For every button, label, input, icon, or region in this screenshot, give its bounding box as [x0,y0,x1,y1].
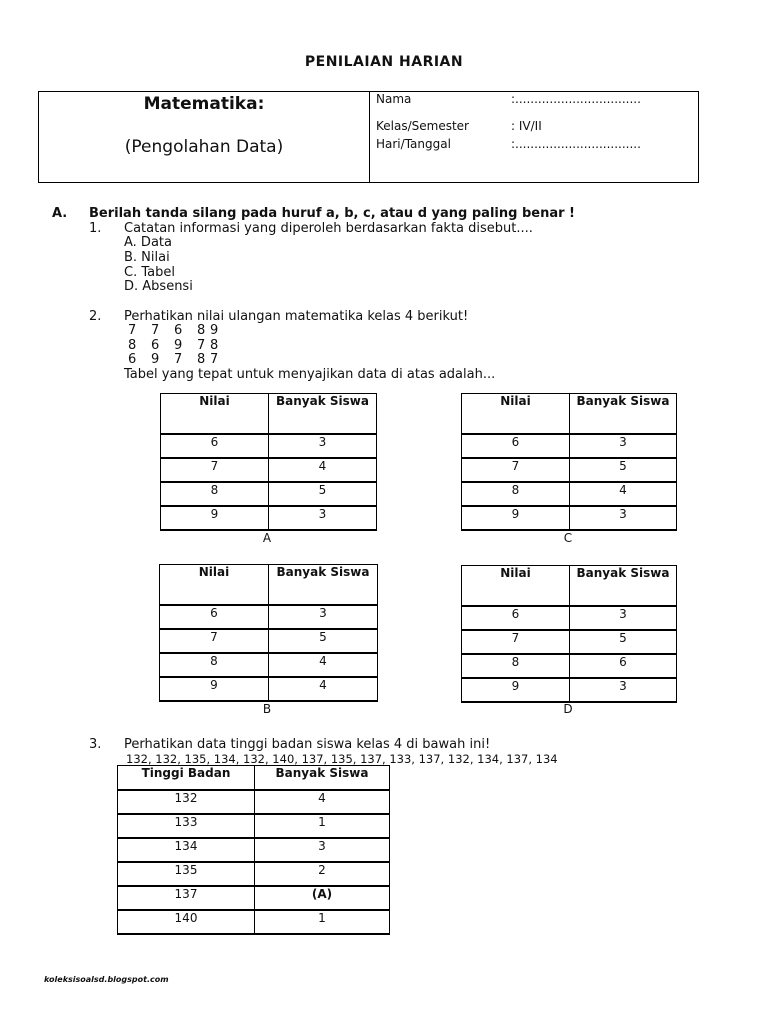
table-cell: 5 [570,630,677,654]
table-cell: 1 [255,910,390,934]
table-cell: 137 [118,886,255,910]
q2-data-row: 7 7 6 8 9 [128,323,219,338]
table-cell: 2 [255,862,390,886]
q2-question: Tabel yang tepat untuk menyajikan data di atas adalah... [124,367,496,382]
subject-label: Matematika: [143,94,265,114]
table-cell: 6 [570,654,677,678]
table-cell: 3 [570,606,677,630]
q2-data-row: 6 9 7 8 7 [128,352,219,367]
table-cell: 5 [269,482,377,506]
table-cell: 133 [118,814,255,838]
table-header: Banyak Siswa [269,394,377,434]
table-cell: 1 [255,814,390,838]
table-header: Nilai [462,394,570,434]
field-value-kelas: : IV/II [511,119,542,133]
table-cell: 8 [462,654,570,678]
table-caption-a: A [262,531,272,545]
table-cell: 5 [570,458,677,482]
table-cell: 3 [570,506,677,530]
q2-data-row: 8 6 9 7 8 [128,338,219,353]
section-letter: A. [52,206,68,221]
q1-number: 1. [89,221,102,236]
table-cell: 3 [269,605,378,629]
table-caption-b: B [262,702,272,716]
table-cell: 9 [462,506,570,530]
table-cell: 9 [462,678,570,702]
table-header: Nilai [161,394,269,434]
option-table-b [159,564,378,702]
page-title: PENILAIAN HARIAN [304,54,464,70]
topic-label: (Pengolahan Data) [124,137,284,157]
table-cell: 8 [161,482,269,506]
q1-option-d: D. Absensi [124,279,193,294]
table-cell: 6 [161,434,269,458]
answer-blank-cell: (A) [255,886,390,910]
table-cell: 6 [160,605,269,629]
table-cell: 3 [570,678,677,702]
q2-text: Perhatikan nilai ulangan matematika kelas 4 berikut! [124,309,469,324]
table-header: Banyak Siswa [255,766,390,790]
header-box [38,91,699,183]
field-label-tanggal: Hari/Tanggal [376,137,451,151]
table-cell: 3 [269,434,377,458]
q2-number: 2. [89,309,102,324]
table-cell: 7 [160,629,269,653]
q3-data-line: 132, 132, 135, 134, 132, 140, 137, 135, 137, 133, 137, 132, 134, 137, 134 [126,752,558,766]
table-cell: 9 [161,506,269,530]
table-cell: 134 [118,838,255,862]
table-cell: 6 [462,434,570,458]
table-header: Banyak Siswa [570,394,677,434]
q3-text: Perhatikan data tinggi badan siswa kelas 4 di bawah ini! [124,737,491,752]
field-value-nama: :................................. [511,92,641,106]
table-caption-d: D [563,702,573,716]
table-cell: 4 [570,482,677,506]
header-divider [369,92,370,182]
table-header: Banyak Siswa [570,566,677,606]
table-header: Nilai [462,566,570,606]
table-header: Tinggi Badan [118,766,255,790]
table-cell: 4 [255,790,390,814]
field-value-tanggal: :................................. [511,137,641,151]
q3-number: 3. [89,737,102,752]
q1-option-c: C. Tabel [124,265,175,280]
table-cell: 132 [118,790,255,814]
q3-table [117,765,390,935]
option-table-d [461,565,677,703]
field-label-nama: Nama [376,92,412,106]
q1-option-a: A. Data [124,235,172,250]
table-cell: 5 [269,629,378,653]
table-cell: 9 [160,677,269,701]
section-instruction: Berilah tanda silang pada huruf a, b, c, atau d yang paling benar ! [89,206,575,221]
table-cell: 3 [570,434,677,458]
table-cell: 3 [269,506,377,530]
option-table-c [461,393,677,531]
table-cell: 135 [118,862,255,886]
table-header: Banyak Siswa [269,565,378,605]
table-cell: 3 [255,838,390,862]
table-cell: 7 [462,458,570,482]
q1-option-b: B. Nilai [124,250,170,265]
table-cell: 7 [161,458,269,482]
q1-text: Catatan informasi yang diperoleh berdasarkan fakta disebut.... [124,221,533,236]
table-cell: 140 [118,910,255,934]
table-cell: 8 [160,653,269,677]
table-cell: 4 [269,677,378,701]
table-cell: 4 [269,458,377,482]
table-header: Nilai [160,565,269,605]
table-cell: 8 [462,482,570,506]
footer-source-link: koleksisoalsd.blogspot.com [44,975,169,984]
table-cell: 4 [269,653,378,677]
table-cell: 6 [462,606,570,630]
option-table-a [160,393,377,531]
table-cell: 7 [462,630,570,654]
field-label-kelas: Kelas/Semester [376,119,469,133]
table-caption-c: C [563,531,573,545]
